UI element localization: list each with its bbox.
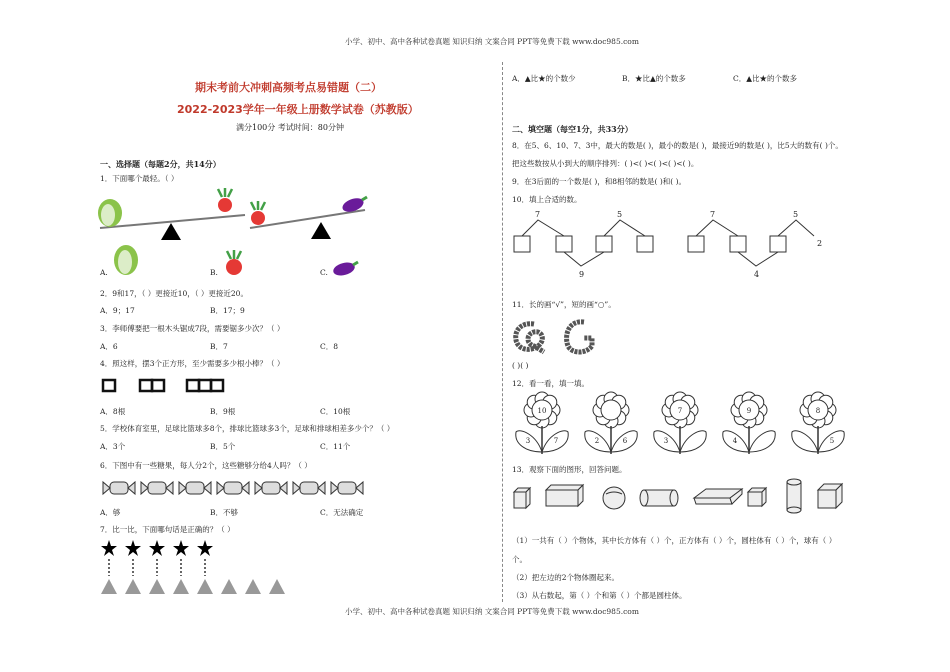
flower-left-number: 4	[732, 437, 738, 445]
seesaw-figure	[95, 185, 365, 245]
q7-text: 7．比一比，下面哪句话是正确的？（ ）	[100, 525, 235, 534]
q13-part2: （2）把左边的2个物体圈起来。	[512, 573, 620, 582]
cuboid-icon	[546, 485, 583, 506]
q1-option-a: A.	[100, 268, 108, 277]
q7-option-b: B．★比▲的个数多	[622, 74, 686, 83]
q6-option-b: B．不够	[210, 508, 239, 517]
q13-part3: （3）从右数起，第（ ）个和第（ ）个都是圆柱体。	[512, 591, 687, 600]
q6-option-c: C．无法确定	[320, 508, 364, 517]
flower-top-number: 7	[677, 407, 683, 415]
q4-option-b: B．9根	[210, 407, 236, 416]
q10-num: 5	[793, 210, 799, 219]
number-split-figure	[510, 208, 830, 283]
flower-top-number: 9	[746, 407, 752, 415]
flowers-figure	[512, 392, 842, 456]
q3-option-b: B．7	[210, 342, 228, 351]
section-fill-heading: 二、填空题（每空1分，共33分）	[512, 124, 633, 134]
flower-right-number: 7	[553, 437, 559, 445]
q5-option-c: C．11个	[320, 442, 351, 451]
q5-option-b: B．5个	[210, 442, 236, 451]
q6-text: 6．下图中有一些糖果，每人分2个，这些糖够分给4人吗？（ ）	[100, 461, 312, 470]
flower-left-number: 2	[594, 437, 600, 445]
q10-num: 2	[817, 239, 823, 248]
flower	[723, 392, 775, 454]
column-divider	[502, 62, 503, 602]
flower-right-number: 6	[622, 437, 628, 445]
q1-option-b: B.	[210, 268, 218, 277]
q8-text: 8．在5、6、10、7、3中，最大的数是( )，最小的数是( )，最接近9的数是( )，比5大的数有( )个。	[512, 141, 843, 150]
flower-left-number: 3	[525, 437, 531, 445]
radish-icon	[224, 250, 246, 276]
flower-left-number: 3	[663, 437, 669, 445]
stars-triangles-figure	[100, 538, 290, 598]
stick-squares-figure	[102, 378, 262, 394]
q11-text: 11．长的画“√”，短的画“○”。	[512, 300, 616, 309]
flower	[654, 392, 706, 454]
title-main: 期末考前大冲刺高频考点易错题（二）	[195, 81, 382, 94]
rope-figure	[512, 316, 612, 356]
q7-option-c: C．▲比★的个数多	[733, 74, 798, 83]
flower	[792, 392, 844, 454]
q6-option-a: A．够	[100, 508, 121, 517]
cabbage-icon	[112, 243, 140, 277]
cuboid-icon	[694, 489, 742, 504]
q2-text: 2．9和17，（ ）更接近10，（ ）更接近20。	[100, 289, 248, 298]
eggplant-icon	[332, 260, 360, 276]
q3-option-a: A．6	[100, 342, 118, 351]
cuboid-icon	[514, 488, 530, 508]
q10-num: 7	[535, 210, 541, 219]
section-choice-heading: 一、选择题（每题2分，共14分）	[100, 159, 221, 169]
solids-figure	[510, 476, 850, 516]
candies-figure	[102, 478, 372, 498]
q10-text: 10．填上合适的数。	[512, 195, 582, 204]
q13-text: 13．观察下面的图形，回答问题。	[512, 465, 627, 474]
q12-text: 12．看一看，填一填。	[512, 379, 590, 388]
cylinder-icon	[787, 479, 801, 513]
flower-top-number: 10	[537, 407, 547, 415]
q9-text: 9．在3后面的一个数是( )，和8相邻的数是( )和( )。	[512, 177, 687, 186]
q5-text: 5．学校体育室里，足球比篮球多8个，排球比篮球多3个，足球和排球相差多少个？（ ）	[100, 424, 395, 433]
sphere-icon	[603, 487, 625, 509]
q8-order-text: 把这些数按从小到大的顺序排列：( )<( )<( )<( )<( )。	[512, 159, 699, 168]
flower	[585, 392, 637, 454]
flower-right-number: 5	[829, 437, 835, 445]
page-footer: 小学、初中、高中各种试卷真题 知识归纳 文案合同 PPT等免费下载 www.doc985.com	[345, 607, 639, 616]
radish-icon	[251, 201, 265, 225]
q11-answer-blanks: ( )( )	[512, 361, 529, 370]
flower-top-number: 8	[815, 407, 821, 415]
flower	[516, 392, 568, 454]
q4-option-c: C．10根	[320, 407, 351, 416]
cube-icon	[818, 484, 842, 508]
q3-text: 3．李师傅要把一根木头锯成7段，需要锯多少次？（ ）	[100, 324, 285, 333]
page-header: 小学、初中、高中各种试卷真题 知识归纳 文案合同 PPT等免费下载 www.doc985.com	[345, 37, 639, 46]
q10-num: 5	[617, 210, 623, 219]
q1-text: 1．下面哪个最轻。（ ）	[100, 174, 179, 183]
cylinder-icon	[640, 490, 678, 506]
q2-option-a: A．9；17	[100, 306, 135, 315]
title-sub: 2022-2023学年一年级上册数学试卷（苏教版）	[177, 103, 419, 116]
cabbage-icon	[98, 199, 122, 227]
q10-num: 4	[754, 270, 760, 279]
q4-text: 4．照这样，摆3个正方形，至少需要多少根小棒？（ ）	[100, 359, 285, 368]
cube-icon	[748, 488, 766, 506]
q1-option-c: C.	[320, 268, 328, 277]
q10-num: 9	[579, 270, 585, 279]
radish-icon	[218, 188, 232, 212]
exam-meta: 满分100分 考试时间：80分钟	[236, 123, 344, 132]
q13-part1-cont: 个。	[512, 555, 527, 564]
q3-option-c: C．8	[320, 342, 339, 351]
q10-num: 7	[710, 210, 716, 219]
q5-option-a: A．3个	[100, 442, 126, 451]
q4-option-a: A．8根	[100, 407, 126, 416]
q2-option-b: B．17；9	[210, 306, 245, 315]
q13-part1: （1）一共有（ ）个物体，其中长方体有（ ）个，正方体有（ ）个，圆柱体有（ ）个，球有（ ）	[512, 536, 837, 545]
q7-option-a: A．▲比★的个数少	[512, 74, 576, 83]
